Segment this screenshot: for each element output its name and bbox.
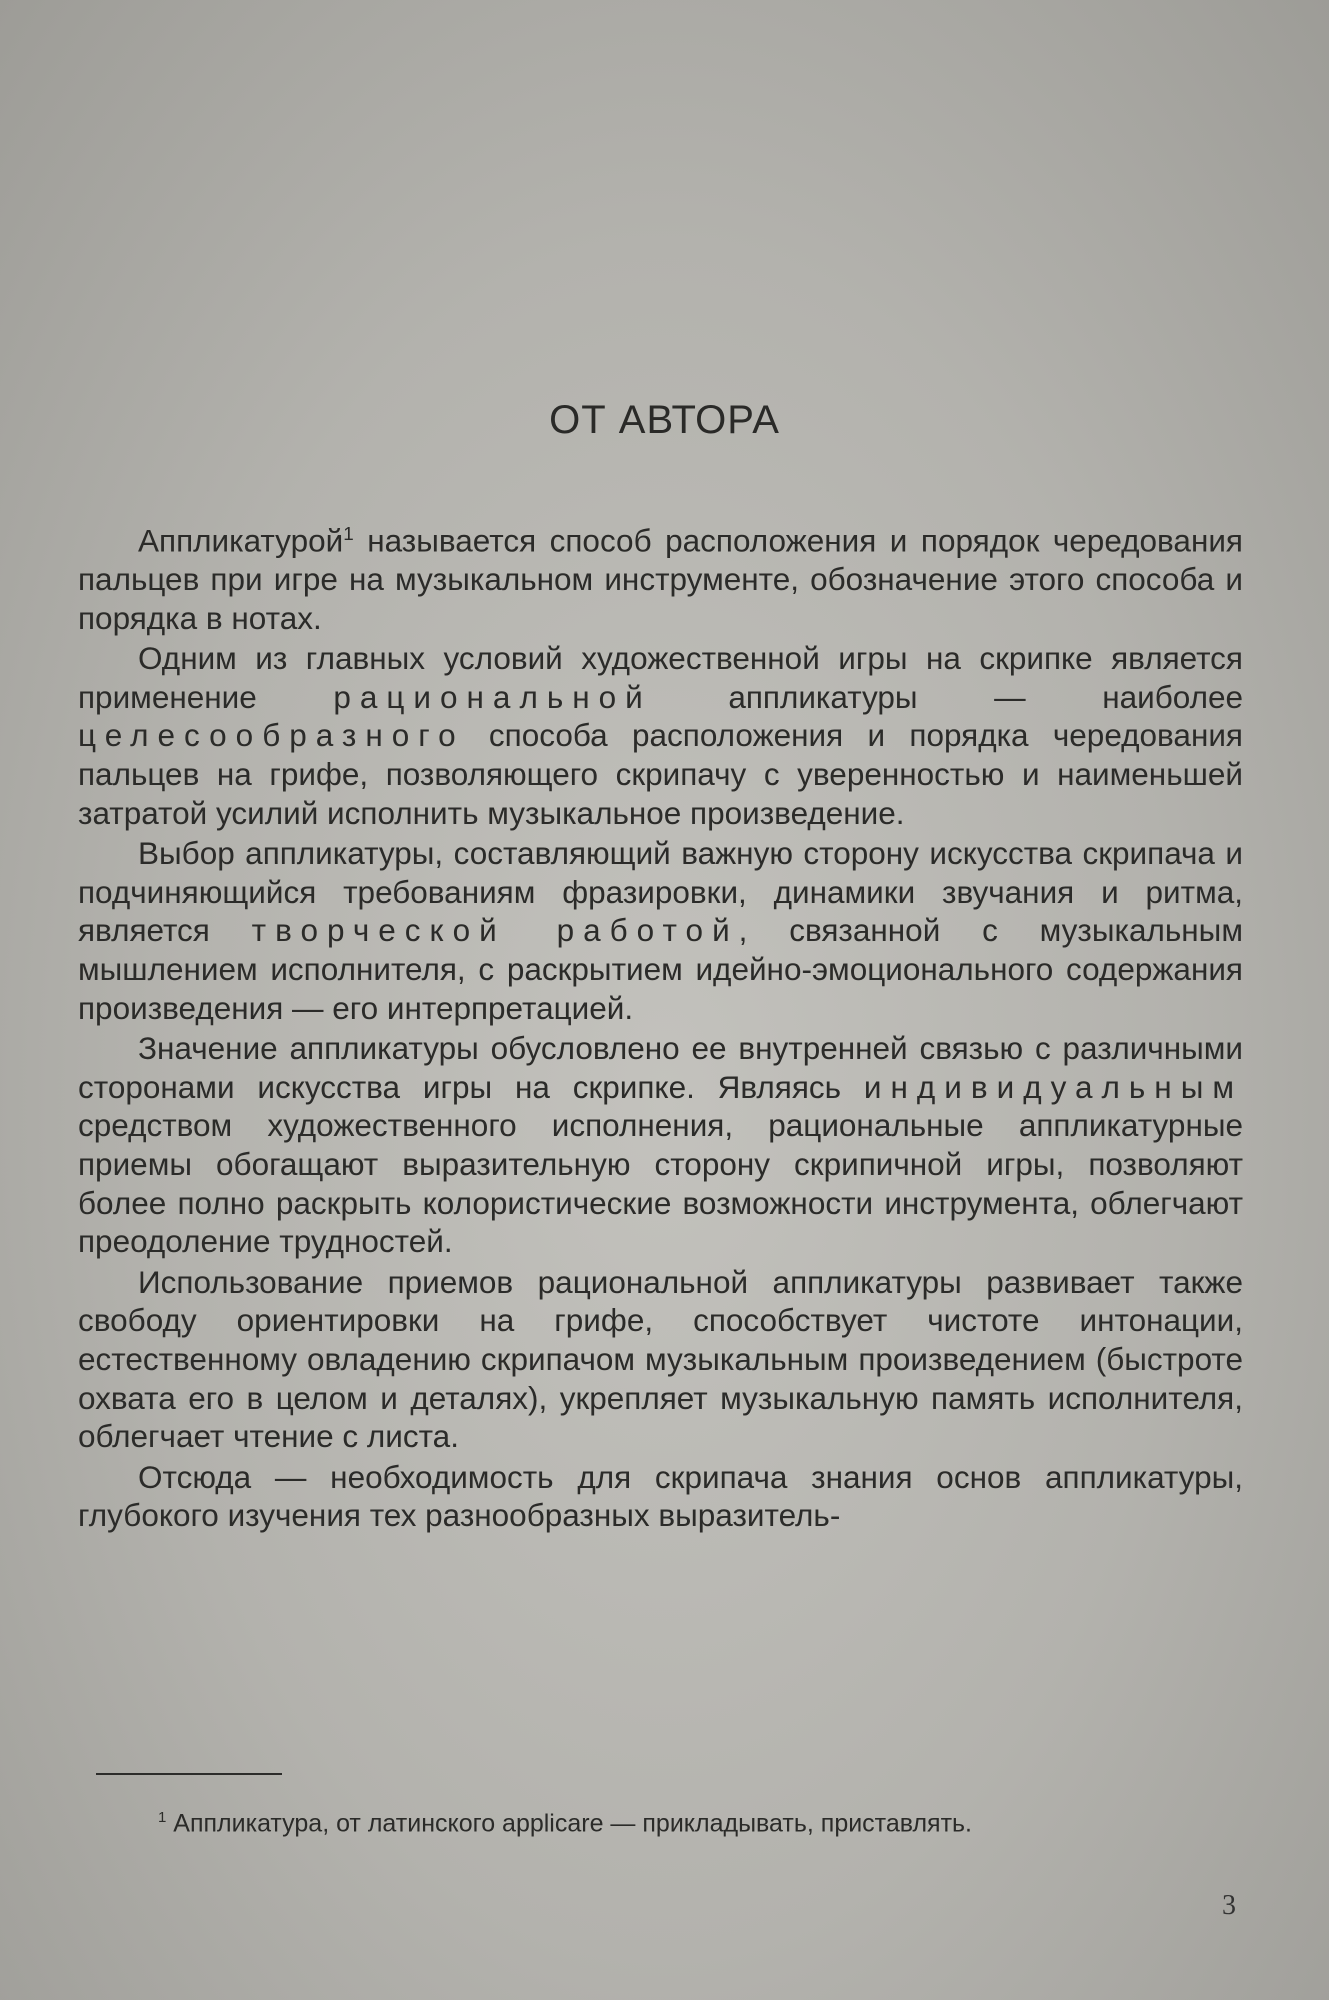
page-number: 3 (1222, 1890, 1236, 1921)
spaced-emphasis: целесообразного (78, 717, 465, 754)
paragraph-5: Использование приемов рациональной аппликатуры развивает также свободу ориентировки на грифе, способствует чистоте интонации, естественному овладению скрипачом музыкальным произведением (быстроте охвата его в целом и деталях), укрепляет музыкальную память исполнителя, облегчает чтение с листа. (78, 1263, 1243, 1455)
paragraph-3: Выбор аппликатуры, составляющий важную сторону искусства скрипача и подчиняющийся требованиям фразировки, динамики звучания и ритма, является творческой работой, связанной с музыкальным мышлением исполнителя, с раскрытием идейно-эмоционального содержания произведения — его интерпретацией. (78, 835, 1243, 1026)
footnote-mark: 1 (158, 1809, 167, 1826)
footnote-divider (96, 1773, 282, 1775)
spaced-emphasis: индивидуальным (863, 1068, 1243, 1105)
spaced-emphasis: творческой работой (251, 912, 739, 949)
body-text (78, 516, 1243, 1537)
paragraph-4: Значение аппликатуры обусловлено ее внутренней связью с различными сторонами искусства игры на скрипке. Являясь индивидуальным средством художественного исполнения, рациональные аппликатурные приемы обогащают выразительную сторону скрипичной игры, позволяют более полно раскрыть колористические возможности инструмента, облегчают преодоление трудностей. (78, 1030, 1243, 1260)
page-title: ОТ АВТОРА (549, 398, 780, 442)
paragraph-2: Одним из главных условий художественной игры на скрипке является применение рациональной аппликатуры — наиболее целесообразного способа расположения и порядка чередования пальцев на грифе, позволяющего скрипачу с уверенностью и наименьшей затратой усилий исполнить музыкальное произведение. (78, 640, 1243, 831)
paragraph-1: Аппликатурой$^1$ называется способ расположения и порядок чередования пальцев при игре на музыкальном инструменте, обозначение этого способа и порядка в нотах. (78, 522, 1243, 636)
footnote-text: Аппликатура, от латинского applicare — прикладывать, приставлять. (166, 1809, 973, 1838)
spaced-emphasis: рациональной (333, 678, 652, 715)
footnote-ref: 1 (343, 524, 354, 545)
footnote (96, 1800, 1236, 1841)
paragraph-6: Отсюда — необходимость для скрипача знания основ аппликатуры, глубокого изучения тех разнообразных выразитель- (78, 1458, 1243, 1534)
show-through-text (60, 0, 1260, 400)
